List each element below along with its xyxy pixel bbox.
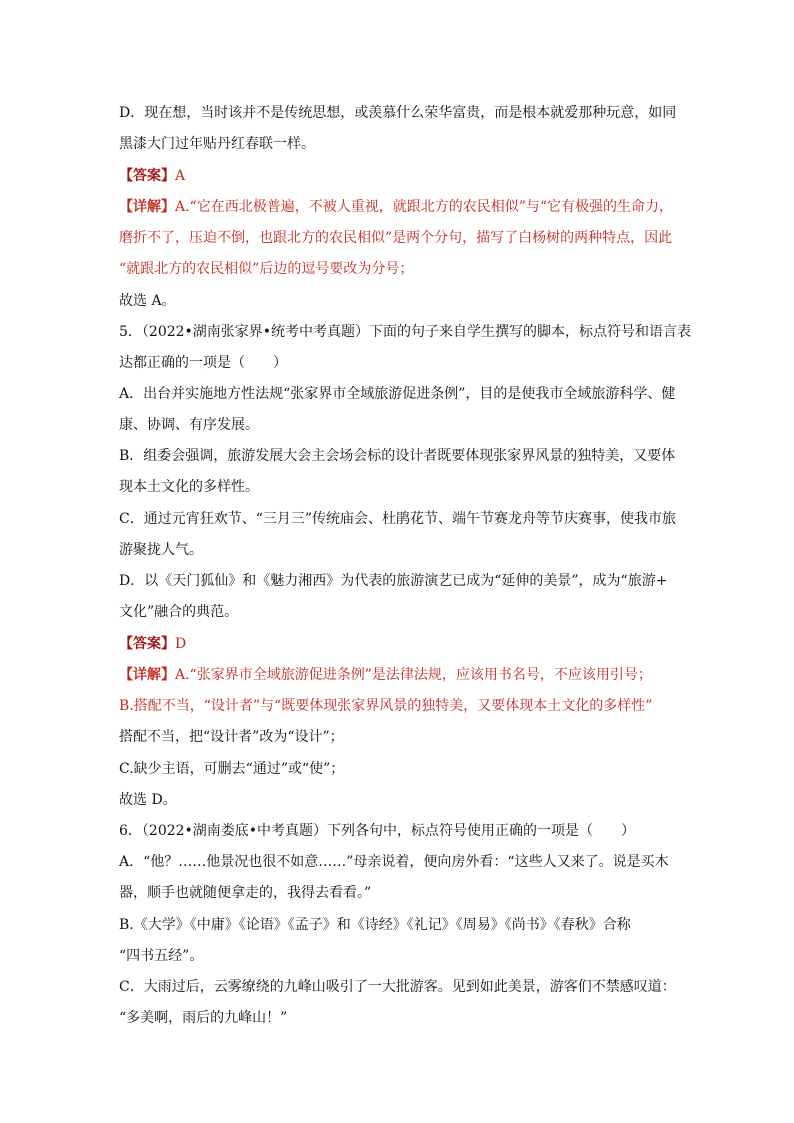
answer-tag: 【答案】 (119, 168, 175, 184)
q5-stem-line2: 达都正确的一项是（ ） (119, 355, 287, 371)
q5-answer (119, 634, 186, 654)
q6-option-b-line1: B.《大学》《中庸》《论语》《孟子》和《诗经》《礼记》《周易》《尚书》《春秋》合称 (119, 917, 631, 933)
answer-tag: 【答案】 (119, 636, 175, 652)
q4-option-d-line1: D．现在想，当时该并不是传统思想，或羡慕什么荣华富贵，而是根本就爱那种玩意，如同 (119, 105, 677, 121)
q5-option-b-line1: B．组委会强调，旅游发展大会主会场会标的设计者既要体现张家界风景的独特美，又要体 (119, 448, 676, 464)
q4-detail-line3: “就跟北方的农民相似”后边的逗号要改为分号； (119, 261, 414, 277)
q5-detail-line3: 搭配不当，把“设计者”改为“设计”； (119, 729, 344, 745)
detail-tag: 【详解】 (119, 199, 175, 215)
q6-stem: 6．（2022•湖南娄底•中考真题）下列各句中，标点符号使用正确的一项是（ ） (119, 823, 636, 839)
q5-option-d-line1: D．以《天门狐仙》和《魅力湘西》为代表的旅游演艺已成为“延伸的美景”，成为“旅游+ (119, 573, 668, 589)
detail-text: A.“张家界市全域旅游促进条例”是法律法规，应该用书名号，不应该用引号； (175, 667, 652, 683)
q5-detail-line1 (119, 665, 652, 685)
q5-option-c-line1: C．通过元宵狂欢节、“三月三”传统庙会、杜鹃花节、端午节赛龙舟等节庆赛事，使我市旅 (119, 511, 677, 527)
q5-option-c-line2: 游聚拢人气。 (119, 542, 203, 558)
q6-option-b-line2: “四书五经”。 (119, 948, 204, 964)
q5-conclusion: 故选 D。 (119, 792, 177, 808)
answer-value: A (175, 168, 186, 184)
q6-option-a-line1: A．“他？……他景况也很不如意……”母亲说着，便向房外看：“这些人又来了。说是买木 (119, 854, 669, 870)
detail-tag: 【详解】 (119, 667, 175, 683)
q4-detail-line2: 磨折不了，压迫不倒，也跟北方的农民相似”是两个分句，描写了白杨树的两种特点，因此 (119, 230, 673, 246)
q5-detail-line4: C.缺少主语，可删去“通过”或“使”； (119, 761, 345, 777)
q4-option-d-line2: 黑漆大门过年贴丹红春联一样。 (119, 136, 315, 152)
q4-answer (119, 166, 185, 186)
detail-text: A.“它在西北极普遍，不被人重视，就跟北方的农民相似”与“它有极强的生命力， (175, 199, 674, 215)
q5-option-b-line2: 现本土文化的多样性。 (119, 479, 259, 495)
q6-option-c-line2: “多美啊，雨后的九峰山！” (119, 1010, 288, 1026)
q5-option-d-line2: 文化”融合的典范。 (119, 604, 239, 620)
q4-conclusion: 故选 A。 (119, 293, 176, 309)
q6-option-a-line2: 器，顺手也就随便拿走的，我得去看看。” (119, 885, 372, 901)
q5-option-a-line2: 康、协调、有序发展。 (119, 417, 259, 433)
q5-stem-line1: 5．（2022•湖南张家界•统考中考真题）下面的句子来自学生撰写的脚本，标点符号和语言表 (119, 324, 692, 340)
q5-detail-line2: B.搭配不当，“设计者”与“既要体现张家界风景的独特美，又要体现本土文化的多样性” (119, 698, 653, 714)
answer-value: D (175, 636, 187, 652)
q5-option-a-line1: A．出台并实施地方性法规“张家界市全域旅游促进条例”，目的是使我市全域旅游科学、健 (119, 386, 676, 402)
q6-option-c-line1: C．大雨过后，云雾缭绕的九峰山吸引了一大批游客。见到如此美景，游客们不禁感叹道： (119, 979, 676, 995)
q4-detail-line1 (119, 197, 673, 217)
